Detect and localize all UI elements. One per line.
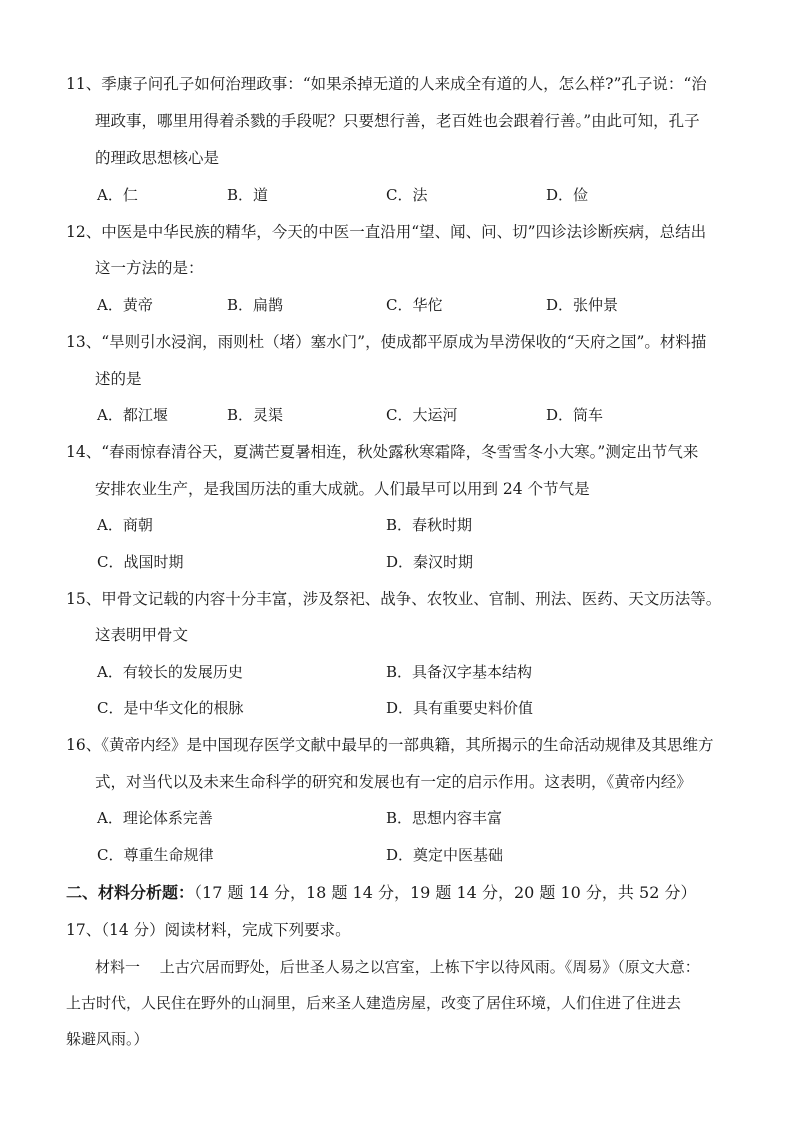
question-14-option-a: A．商朝 <box>97 516 153 534</box>
question-12-option-c: C．华佗 <box>386 296 443 314</box>
question-11-stem-line-2: 理政事，哪里用得着杀戮的手段呢？只要想行善，老百姓也会跟着行善。”由此可知，孔子 <box>95 112 700 130</box>
question-15-stem-line-2: 这表明甲骨文 <box>95 626 189 644</box>
section-2-scores: （17 题 14 分，18 题 14 分，19 题 14 分，20 题 10 分，共 52 分） <box>194 883 697 902</box>
question-11-option-c: C．法 <box>386 186 428 204</box>
question-13-option-d: D．筒车 <box>546 406 604 424</box>
question-12-option-d: D．张仲景 <box>546 296 619 314</box>
question-16-option-a: A．理论体系完善 <box>97 809 213 827</box>
q17-material-1-line-2: 上古时代，人民住在野外的山洞里，后来圣人建造房屋，改变了居住环境，人们住进了住进去 <box>66 994 682 1012</box>
question-11-option-d: D．俭 <box>546 186 589 204</box>
question-12-stem-line-1: 12、中医是中华民族的精华，今天的中医一直沿用“望、闻、问、切”四诊法诊断疾病，总结出 <box>66 223 707 241</box>
question-13-stem-line-1: 13、“旱则引水浸润，雨则杜（堵）塞水门”，使成都平原成为旱涝保收的“天府之国”。材料描 <box>66 333 707 351</box>
question-15-option-b: B．具备汉字基本结构 <box>386 663 533 681</box>
question-16-option-b: B．思想内容丰富 <box>386 809 503 827</box>
q17-material-1-line-1: 材料一 上古穴居而野处，后世圣人易之以宫室，上栋下宇以待风雨。《周易》（原文大意： <box>95 958 700 976</box>
question-13-stem-line-2: 述的是 <box>95 370 142 388</box>
question-11-stem-line-3: 的理政思想核心是 <box>95 149 220 167</box>
question-14-option-b: B．春秋时期 <box>386 516 473 534</box>
question-15-stem-line-1: 15、甲骨文记载的内容十分丰富，涉及祭祀、战争、农牧业、官制、刑法、医药、天文历法等。 <box>66 590 722 608</box>
q17-material-1-line-3: 躲避风雨。） <box>66 1030 149 1048</box>
question-16-stem-line-2: 式，对当代以及未来生命科学的研究和发展也有一定的启示作用。这表明，《黄帝内经》 <box>95 773 692 791</box>
question-17-intro: 17、（14 分）阅读材料，完成下列要求。 <box>66 921 351 939</box>
question-15-option-c: C．是中华文化的根脉 <box>97 699 244 717</box>
question-13-option-a: A．都江堰 <box>97 406 168 424</box>
question-11-option-a: A．仁 <box>97 186 138 204</box>
question-14-stem-line-1: 14、“春雨惊春清谷天，夏满芒夏暑相连，秋处露秋寒霜降，冬雪雪冬小大寒。”测定出节气来 <box>66 443 699 461</box>
question-14-option-d: D．秦汉时期 <box>386 553 474 571</box>
question-13-option-c: C．大运河 <box>386 406 458 424</box>
question-16-option-d: D．奠定中医基础 <box>386 846 504 864</box>
question-14-stem-line-2: 安排农业生产，是我国历法的重大成就。人们最早可以用到 24 个节气是 <box>95 480 590 498</box>
question-13-option-b: B．灵渠 <box>227 406 284 424</box>
question-14-option-c: C．战国时期 <box>97 553 184 571</box>
question-15-option-a: A．有较长的发展历史 <box>97 663 243 681</box>
question-12-stem-line-2: 这一方法的是： <box>95 259 204 277</box>
question-16-option-c: C．尊重生命规律 <box>97 846 214 864</box>
question-11-stem-line-1: 11、季康子问孔子如何治理政事：“如果杀掉无道的人来成全有道的人，怎么样?”孔子说：“治 <box>66 75 707 93</box>
question-11-option-b: B．道 <box>227 186 269 204</box>
question-16-stem-line-1: 16、《黄帝内经》是中国现存医学文献中最早的一部典籍，其所揭示的生命活动规律及其思维方 <box>66 736 714 754</box>
question-15-option-d: D．具有重要史料价值 <box>386 699 534 717</box>
question-12-option-a: A．黄帝 <box>97 296 153 314</box>
question-12-option-b: B．扁鹊 <box>227 296 284 314</box>
section-2-heading <box>66 882 696 904</box>
section-2-title: 二、材料分析题： <box>66 883 195 902</box>
